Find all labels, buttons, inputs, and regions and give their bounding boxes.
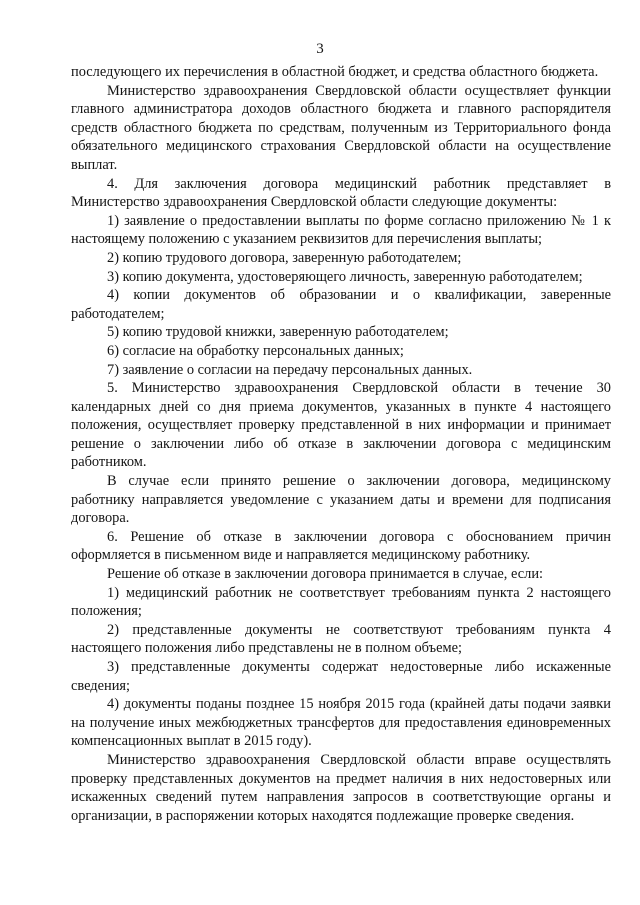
paragraph-refusal-cases: Решение об отказе в заключении договора принимается в случае, если: — [107, 566, 544, 583]
list-item-document-7: 7) заявление о согласии на передачу персональных данных. — [107, 361, 473, 378]
list-item-refusal-1: 1) медицинский работник не соответствует требованиям пункта 2 настоящего положения; — [71, 584, 611, 620]
list-item-document-2: 2) копию трудового договора, заверенную работодателем; — [107, 249, 462, 266]
list-item-refusal-4: 4) документы поданы позднее 15 ноября 2015 года (крайней даты подачи заявки на получение иных межбюджетных трансфертов для предоставления единовременных компенсационных выплат в 2015 году). — [71, 696, 611, 750]
paragraph-continuation: последующего их перечисления в областной бюджет, и средства областного бюджета. — [71, 64, 599, 80]
list-item-document-5: 5) копию трудовой книжки, заверенную работодателем; — [107, 324, 449, 341]
page-number: 3 — [316, 41, 324, 57]
list-item-refusal-2: 2) представленные документы не соответствуют требованиям пункта 4 настоящего положения либо представлены не в полном объеме; — [71, 621, 611, 657]
paragraph-ministry-functions: Министерство здравоохранения Свердловской области осуществляет функции главного администратора доходов областного бюджета и главного распорядителя средств областного бюджета по средствам, полученным из Территориального фонда обязательного медицинского страхования Свердловской области на осуществление выплат. — [71, 82, 611, 173]
document-body — [71, 63, 611, 825]
list-item-document-1: 1) заявление о предоставлении выплаты по форме согласно приложению № 1 к настоящему положению с указанием реквизитов для перечисления выплаты; — [71, 212, 611, 248]
list-item-document-6: 6) согласие на обработку персональных данных; — [107, 342, 404, 359]
paragraph-notification: В случае если принято решение о заключении договора, медицинскому работнику направляется уведомление с указанием даты и времени для подписания договора. — [71, 473, 611, 527]
list-item-refusal-3: 3) представленные документы содержат недостоверные либо искаженные сведения; — [71, 659, 611, 694]
list-item-document-3: 3) копию документа, удостоверяющего личность, заверенную работодателем; — [107, 268, 583, 285]
list-item-document-4: 4) копии документов об образовании и о квалификации, заверенные работодателем; — [71, 287, 611, 322]
paragraph-item-6: 6. Решение об отказе в заключении договора с обоснованием причин оформляется в письменном виде и направляется медицинскому работнику. — [71, 528, 611, 564]
paragraph-verification: Министерство здравоохранения Свердловской области вправе осуществлять проверку представленных документов на предмет наличия в них недостоверных или искаженных сведений путем направления запросов в соответствующие органы и организации, в распоряжении которых находятся подлежащие проверке сведения. — [71, 751, 611, 824]
paragraph-item-5: 5. Министерство здравоохранения Свердловской области в течение 30 календарных дней со дня приема документов, указанных в пункте 4 настоящего положения, осуществляет проверку представленной в них информации и принимает решение о заключении либо об отказе в заключении договора с медицинским работником. — [71, 380, 611, 471]
paragraph-item-4: 4. Для заключения договора медицинский работник представляет в Министерство здравоохранения Свердловской области следующие документы: — [71, 175, 611, 211]
